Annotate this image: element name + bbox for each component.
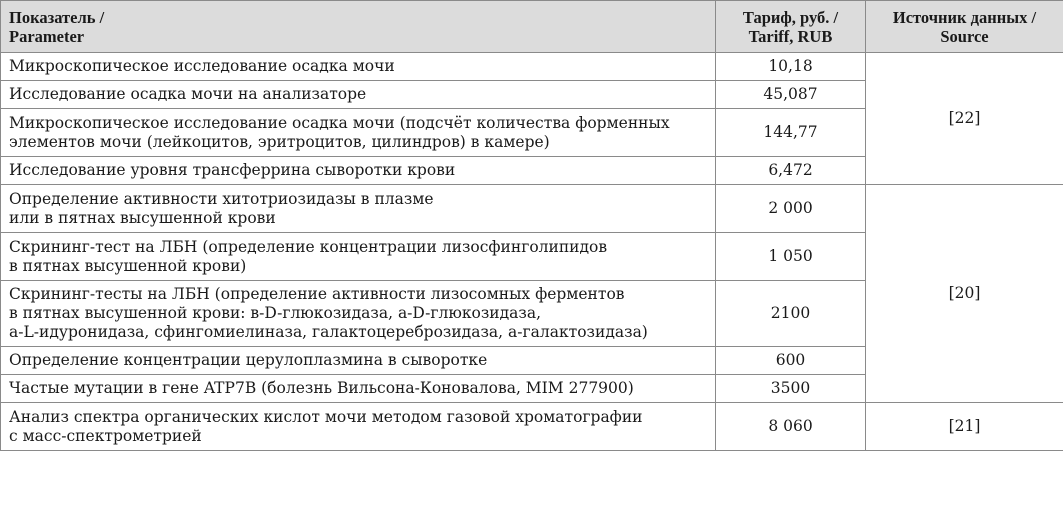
table-body: [1, 53, 1063, 451]
source-cell: [22]: [866, 53, 1063, 185]
parameter-cell: [1, 233, 716, 281]
tariff-cell: 1 050: [716, 233, 866, 281]
parameter-cell: [1, 347, 716, 375]
header-tariff: [716, 1, 866, 53]
parameter-text: Исследование уровня трансферрина сыворотки крови: [9, 161, 456, 179]
header-source: [866, 1, 1063, 53]
table-row: [1, 403, 1063, 451]
tariff-cell: 6,472: [716, 157, 866, 185]
parameter-text: Анализ спектра органических кислот мочи методом газовой хроматографии: [9, 407, 643, 426]
header-source-line-en: Source: [940, 26, 989, 46]
header-parameter-line-ru: Показатель /: [9, 7, 105, 27]
tariff-cell: 10,18: [716, 53, 866, 81]
parameter-text: Микроскопическое исследование осадка мочи: [9, 57, 395, 75]
parameter-text: Исследование осадка мочи на анализаторе: [9, 85, 367, 103]
tariff-cell: 8 060: [716, 403, 866, 451]
parameter-text: Определение концентрации церулоплазмина в сыворотке: [9, 351, 488, 369]
parameter-text: Скрининг-тест на ЛБН (определение концентрации лизосфинголипидов: [9, 237, 608, 256]
header-row: [1, 1, 1063, 53]
header-tariff-line-en: Tariff, RUB: [748, 26, 833, 46]
parameter-cell: [1, 375, 716, 403]
parameter-cell: [1, 403, 716, 451]
parameter-text: Определение активности хитотриозидазы в плазме: [9, 189, 434, 208]
parameter-text: в пятнах высушенной крови): [9, 256, 247, 275]
parameter-text: Частые мутации в гене ATP7B (болезнь Вильсона-Коновалова, MIM 277900): [9, 379, 634, 397]
source-cell: [21]: [866, 403, 1063, 451]
parameter-cell: [1, 185, 716, 233]
header-parameter: [1, 1, 716, 53]
parameter-cell: [1, 157, 716, 185]
tariff-cell: 45,087: [716, 81, 866, 109]
tariff-cell: 2 000: [716, 185, 866, 233]
parameter-text: с масс-спектрометрией: [9, 426, 202, 445]
header-tariff-line-ru: Тариф, руб. /: [742, 7, 839, 27]
parameter-cell: [1, 53, 716, 81]
parameter-text: элементов мочи (лейкоцитов, эритроцитов, цилиндров) в камере): [9, 132, 550, 151]
source-cell: [20]: [866, 185, 1063, 403]
tariff-cell: 600: [716, 347, 866, 375]
tariff-cell: 144,77: [716, 109, 866, 157]
parameter-cell: [1, 109, 716, 157]
parameter-text: или в пятнах высушенной крови: [9, 208, 276, 227]
parameter-cell: [1, 281, 716, 347]
tariff-cell: 2100: [716, 281, 866, 347]
header-parameter-line-en: Parameter: [9, 26, 85, 46]
parameter-cell: [1, 81, 716, 109]
header-source-line-ru: Источник данных /: [892, 7, 1037, 27]
parameter-text: Микроскопическое исследование осадка мочи (подсчёт количества форменных: [9, 113, 670, 132]
table-row: [1, 53, 1063, 81]
parameter-text: в пятнах высушенной крови: в-D-глюкозидаза, а-D-глюкозидаза,: [9, 304, 542, 322]
table-row: [1, 185, 1063, 233]
tariff-cell: 3500: [716, 375, 866, 403]
parameter-text: а-L-идуронидаза, сфингомиелиназа, галактоцереброзидаза, а-галактозидаза): [9, 323, 648, 341]
parameter-text: Скрининг-тесты на ЛБН (определение активности лизосомных ферментов: [9, 285, 625, 303]
